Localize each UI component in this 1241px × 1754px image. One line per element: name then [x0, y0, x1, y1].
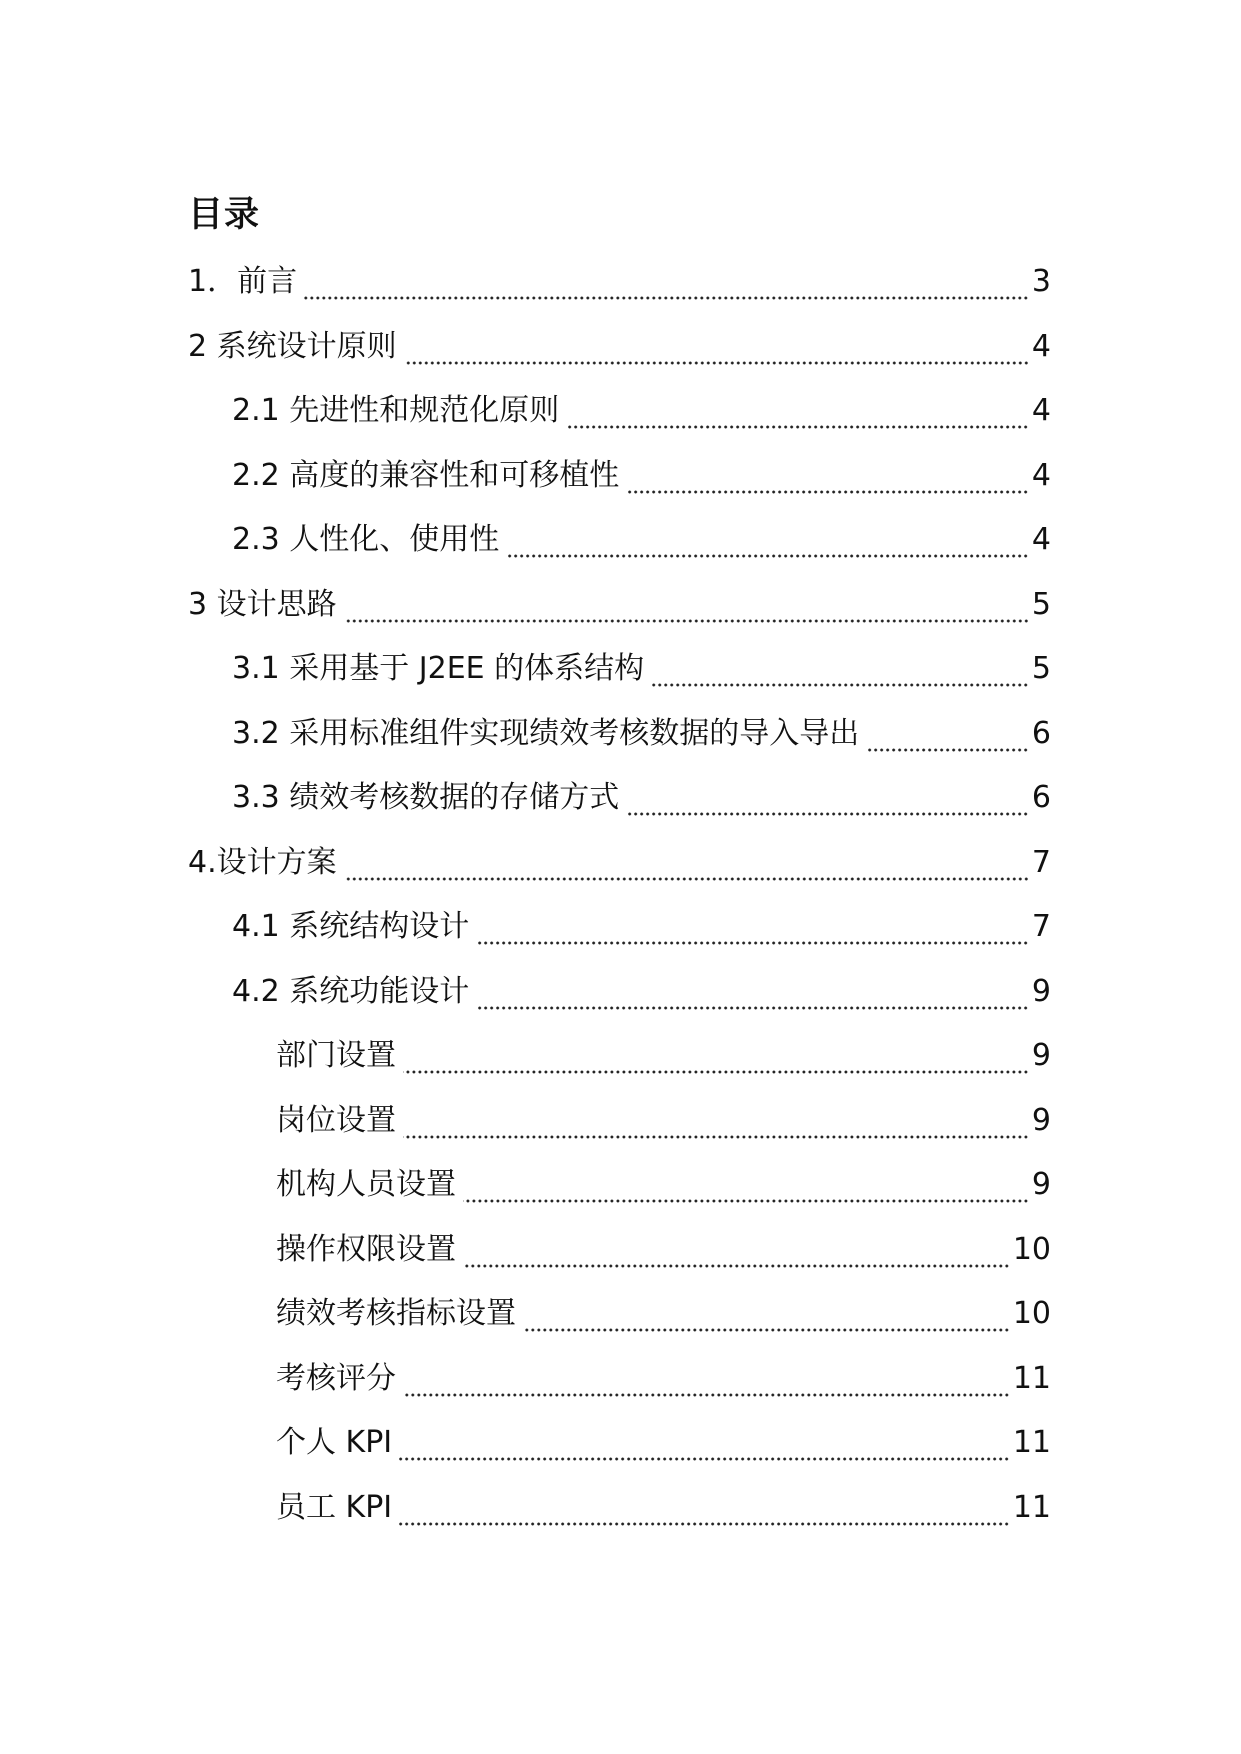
toc-entry-text: 2 系统设计原则: [188, 329, 397, 364]
toc-entry[interactable]: [232, 709, 1051, 759]
toc-entry[interactable]: [276, 1418, 1051, 1468]
toc-page-number: 11: [1012, 1361, 1051, 1396]
toc-page-number: 3: [1031, 264, 1051, 299]
toc-dot-leader: [523, 1327, 1010, 1333]
toc-entry-text: 岗位设置: [276, 1103, 396, 1138]
toc-dot-leader: [403, 1069, 1029, 1075]
toc-dot-leader: [651, 682, 1029, 688]
toc-page-number: 9: [1031, 1038, 1051, 1073]
toc-entry-text: 3.3 绩效考核数据的存储方式: [232, 780, 620, 815]
toc-dot-leader: [463, 1198, 1029, 1204]
toc-entry-text: 2.1 先进性和规范化原则: [232, 393, 560, 428]
toc-dot-leader: [476, 940, 1029, 946]
toc-dot-leader: [304, 295, 1029, 301]
toc-page-number: 9: [1031, 1167, 1051, 1202]
toc-entry-text: 3.1 采用基于 J2EE 的体系结构: [232, 651, 645, 686]
toc-entry-text: 员工 KPI: [276, 1490, 393, 1525]
toc-entry-text: 个人 KPI: [276, 1425, 393, 1460]
toc-entry-text: 4.1 系统结构设计: [232, 909, 470, 944]
toc-dot-leader: [403, 1392, 1010, 1398]
toc-entry-text: 3 设计思路: [188, 587, 337, 622]
toc-dot-leader: [344, 876, 1029, 882]
toc-dot-leader: [344, 618, 1029, 624]
toc-page-number: 6: [1031, 780, 1051, 815]
toc-dot-leader: [463, 1263, 1010, 1269]
toc-dot-leader: [566, 424, 1029, 430]
toc-page-number: 4: [1031, 329, 1051, 364]
toc-page-number: 9: [1031, 974, 1051, 1009]
toc-dot-leader: [403, 1134, 1029, 1140]
toc-page-number: 10: [1012, 1232, 1051, 1267]
toc-page-number: 4: [1031, 458, 1051, 493]
toc-entry[interactable]: [276, 1483, 1051, 1533]
toc-dot-leader: [399, 1521, 1010, 1527]
toc-page-number: 7: [1031, 909, 1051, 944]
toc-entry-text: 考核评分: [276, 1361, 396, 1396]
toc-entry[interactable]: [232, 451, 1051, 501]
toc-page-number: 11: [1012, 1490, 1051, 1525]
toc-page-number: 11: [1012, 1425, 1051, 1460]
toc-entry[interactable]: [276, 1289, 1051, 1339]
toc-page-number: 4: [1031, 522, 1051, 557]
toc-entry[interactable]: [188, 580, 1051, 630]
toc-page-number: 9: [1031, 1103, 1051, 1138]
toc-entry-text: 4.设计方案: [188, 845, 337, 880]
toc-entry[interactable]: [188, 257, 1051, 307]
toc-entry[interactable]: [276, 1225, 1051, 1275]
toc-entry-text: 机构人员设置: [276, 1167, 456, 1202]
toc-entry[interactable]: [232, 644, 1051, 694]
toc-entry[interactable]: [276, 1160, 1051, 1210]
toc-entry[interactable]: [188, 838, 1051, 888]
toc-entry[interactable]: [232, 773, 1051, 823]
toc-page-number: 4: [1031, 393, 1051, 428]
toc-entry[interactable]: [276, 1354, 1051, 1404]
toc-dot-leader: [866, 747, 1029, 753]
toc-dot-leader: [506, 553, 1029, 559]
toc-dot-leader: [626, 811, 1029, 817]
toc-dot-leader: [476, 1005, 1029, 1011]
toc-page-number: 5: [1031, 587, 1051, 622]
toc-entry-text: 2.2 高度的兼容性和可移植性: [232, 458, 620, 493]
toc-page-number: 6: [1031, 716, 1051, 751]
toc-entry-text: 绩效考核指标设置: [276, 1296, 516, 1331]
toc-entry-text: 4.2 系统功能设计: [232, 974, 470, 1009]
toc-entry-text: 3.2 采用标准组件实现绩效考核数据的导入导出: [232, 716, 860, 751]
toc-dot-leader: [626, 489, 1029, 495]
toc-entry[interactable]: [232, 902, 1051, 952]
toc-entry-text: 操作权限设置: [276, 1232, 456, 1267]
toc-entry[interactable]: [276, 1096, 1051, 1146]
toc-entry[interactable]: [232, 967, 1051, 1017]
toc-title: 目录: [188, 195, 261, 235]
toc-page-number: 10: [1012, 1296, 1051, 1331]
toc-entry[interactable]: [188, 322, 1051, 372]
toc-dot-leader: [399, 1456, 1010, 1462]
toc-entry-text: 1．前言: [188, 264, 298, 299]
toc-entry[interactable]: [232, 515, 1051, 565]
toc-entry[interactable]: [276, 1031, 1051, 1081]
toc-entry-text: 部门设置: [276, 1038, 396, 1073]
toc-entry[interactable]: [232, 386, 1051, 436]
toc-page-number: 7: [1031, 845, 1051, 880]
toc-entry-text: 2.3 人性化、使用性: [232, 522, 500, 557]
toc-page-number: 5: [1031, 651, 1051, 686]
toc-dot-leader: [404, 360, 1029, 366]
